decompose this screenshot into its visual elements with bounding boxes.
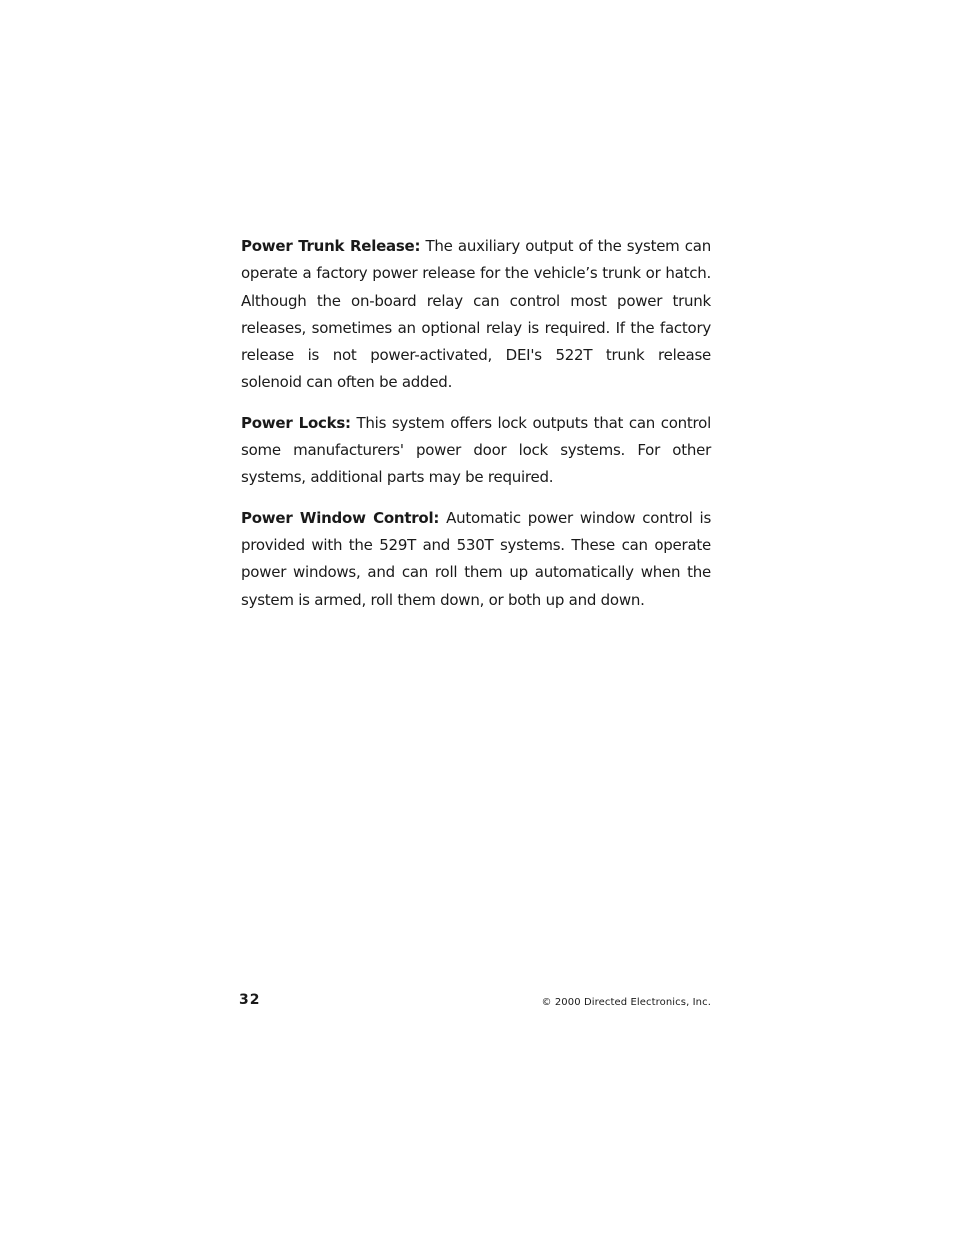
manual-content: [241, 233, 711, 627]
section-body: The auxiliary output of the system can operate a factory power release for the vehicle’s trunk or hatch. Although the on-board relay can control most power trunk releases, sometimes an optional relay is required. If the factory release is not power-activated, DEI's 522T trunk release solenoid can often be added.: [241, 237, 711, 392]
section-power-trunk-release: [241, 233, 711, 397]
section-heading: Power Locks:: [241, 413, 351, 432]
page-number: 32: [239, 992, 261, 1008]
section-power-window-control: [241, 505, 711, 614]
section-body: Automatic power window control is provided with the 529T and 530T systems. These can operate power windows, and can roll them up automatically when the system is armed, roll them down, or both up and down.: [241, 508, 712, 609]
section-body: This system offers lock outputs that can control some manufacturers' power door lock systems. For other systems, additional parts may be required.: [241, 413, 711, 487]
section-power-locks: [241, 410, 711, 492]
copyright-notice: © 2000 Directed Electronics, Inc.: [541, 997, 711, 1008]
section-heading: Power Trunk Release:: [241, 237, 421, 255]
section-heading: Power Window Control:: [241, 508, 440, 527]
